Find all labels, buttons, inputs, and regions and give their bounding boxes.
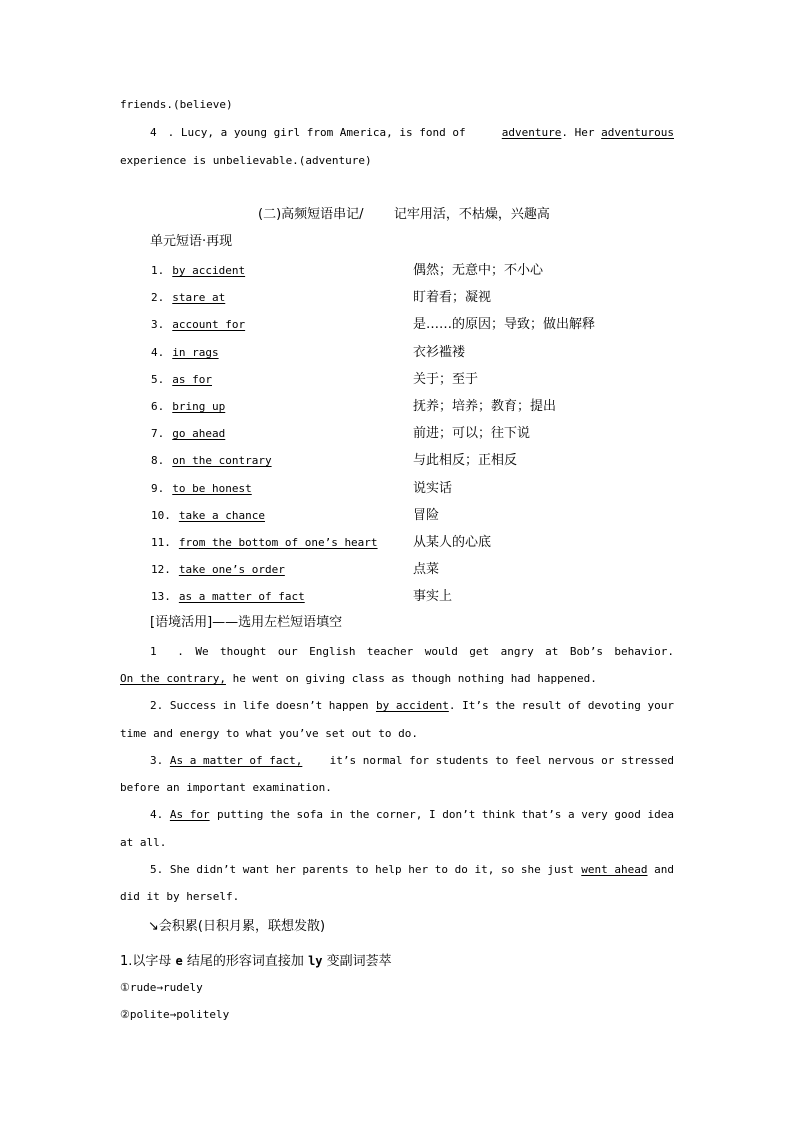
phrase-english	[151, 453, 272, 469]
phrase-english	[151, 589, 305, 605]
phrase-number: 8.	[151, 454, 165, 467]
phrase-english	[151, 535, 378, 551]
phrase-meaning: 盯着看；凝视	[413, 290, 492, 305]
question-5-line1	[150, 862, 674, 878]
phrase-term: account for	[172, 318, 246, 331]
phrase-english	[151, 290, 225, 306]
phrase-term: in rags	[172, 346, 219, 359]
phrase-term: go ahead	[172, 427, 226, 440]
phrase-meaning: 冒险	[413, 508, 440, 523]
question-3-line2: before an important examination.	[120, 781, 332, 794]
intro-item-4	[150, 125, 674, 141]
phrase-number: 11.	[151, 536, 171, 549]
intro-item-4-line2: experience is unbelievable.(adventure)	[120, 154, 372, 167]
phrase-number: 4.	[151, 346, 165, 359]
question-1-line2	[120, 671, 597, 687]
phrase-english	[151, 372, 212, 388]
phrase-english	[151, 508, 265, 524]
phrase-number: 5.	[151, 373, 165, 386]
phrase-term: from the bottom of one’s heart	[178, 536, 378, 549]
question-4-post: putting the sofa in the corner, I don’t think that’s a very good idea	[217, 808, 674, 821]
question-3-pre: 3.	[150, 754, 164, 767]
accumulate-rule-pre: 1.以字母	[120, 954, 172, 969]
question-2-post: . It’s the result of devoting your	[448, 699, 674, 712]
question-3-line1	[150, 753, 674, 769]
answer-as-for: As for	[169, 808, 210, 821]
phrase-meaning: 点菜	[413, 562, 440, 577]
phrase-meaning: 抚养；培养；教育；提出	[413, 399, 557, 414]
phrase-meaning: 事实上	[413, 589, 453, 604]
phrase-number: 9.	[151, 482, 165, 495]
phrase-term: take one’s order	[178, 563, 285, 576]
question-5-pre: 5. She didn’t want her parents to help her to do it, so she just	[150, 863, 574, 876]
accumulate-rule-mid: 结尾的形容词直接加	[186, 954, 304, 969]
accumulate-example-1: ①rude→rudely	[120, 981, 203, 994]
intro-item-4-prefix: 4 . Lucy, a young girl from America, is fond of	[150, 126, 466, 139]
phrase-term: on the contrary	[172, 454, 272, 467]
phrase-english	[151, 317, 245, 333]
question-4-pre: 4.	[150, 808, 164, 821]
question-1-rest: he went on giving class as though nothing had happened.	[232, 672, 597, 685]
question-2-pre: 2. Success in life doesn’t happen	[150, 699, 369, 712]
accumulate-example-2: ②polite→politely	[120, 1008, 230, 1021]
phrase-meaning: 是……的原因；导致；做出解释	[413, 317, 596, 332]
phrase-number: 10.	[151, 509, 171, 522]
intro-line: friends.(believe)	[120, 98, 233, 111]
phrase-meaning: 与此相反；正相反	[413, 453, 518, 468]
phrase-english	[151, 399, 225, 415]
phrase-term: as a matter of fact	[178, 590, 305, 603]
question-4-line1	[150, 807, 674, 823]
answer-adventurous: adventurous	[601, 126, 674, 139]
phrase-number: 1.	[151, 264, 165, 277]
phrase-meaning: 关于；至于	[413, 372, 479, 387]
phrase-english	[151, 426, 225, 442]
answer-went-ahead: went ahead	[581, 863, 648, 876]
exercise-title: [语境活用]——选用左栏短语填空	[150, 615, 343, 630]
section-heading-part-b: 记牢用活，不枯燥，兴趣高	[393, 207, 550, 222]
phrase-number: 12.	[151, 563, 171, 576]
answer-adventure: adventure	[501, 126, 562, 139]
accumulate-rule-e: e	[175, 954, 183, 968]
accumulate-rule	[120, 953, 392, 970]
phrase-term: as for	[172, 373, 212, 386]
phrase-number: 13.	[151, 590, 171, 603]
answer-by-accident: by accident	[375, 699, 449, 712]
phrase-english	[151, 345, 219, 361]
accumulate-title: ↘会积累(日积月累，联想发散)	[148, 919, 326, 934]
accumulate-rule-ly: ly	[308, 954, 323, 968]
phrase-number: 3.	[151, 318, 165, 331]
accumulate-rule-post: 变副词荟萃	[326, 954, 392, 969]
phrase-number: 7.	[151, 427, 165, 440]
phrase-term: stare at	[172, 291, 226, 304]
phrase-meaning: 从某人的心底	[413, 535, 492, 550]
question-1-line1: 1 . We thought our English teacher would get angry at Bob’s behavior.	[150, 645, 674, 658]
phrase-english	[151, 481, 252, 497]
phrase-term: take a chance	[178, 509, 265, 522]
question-4-line2: at all.	[120, 836, 167, 849]
answer-on-the-contrary: On the contrary,	[120, 672, 226, 685]
phrase-meaning: 前进；可以；往下说	[413, 426, 531, 441]
question-2-line1	[150, 698, 674, 714]
phrase-term: to be honest	[172, 482, 252, 495]
phrase-meaning: 衣衫褴褛	[413, 345, 466, 360]
question-2-line2: time and energy to what you’ve set out to do.	[120, 727, 419, 740]
section-subheading: 单元短语·再现	[150, 234, 233, 249]
phrase-english	[151, 263, 245, 279]
section-heading	[258, 207, 550, 223]
question-3-post: it’s normal for students to feel nervous or stressed	[329, 754, 674, 767]
question-5-post: and	[654, 863, 674, 876]
phrase-meaning: 说实话	[413, 481, 453, 496]
answer-as-a-matter-of-fact: As a matter of fact,	[169, 754, 303, 767]
phrase-term: bring up	[172, 400, 226, 413]
question-5-line2: did it by herself.	[120, 890, 240, 903]
section-heading-part-a: (二)高频短语串记/	[258, 207, 364, 222]
intro-item-4-mid: . Her	[561, 126, 595, 139]
phrase-number: 6.	[151, 400, 165, 413]
phrase-meaning: 偶然；无意中；不小心	[413, 263, 544, 278]
phrase-english	[151, 562, 285, 578]
phrase-number: 2.	[151, 291, 165, 304]
phrase-term: by accident	[172, 264, 246, 277]
